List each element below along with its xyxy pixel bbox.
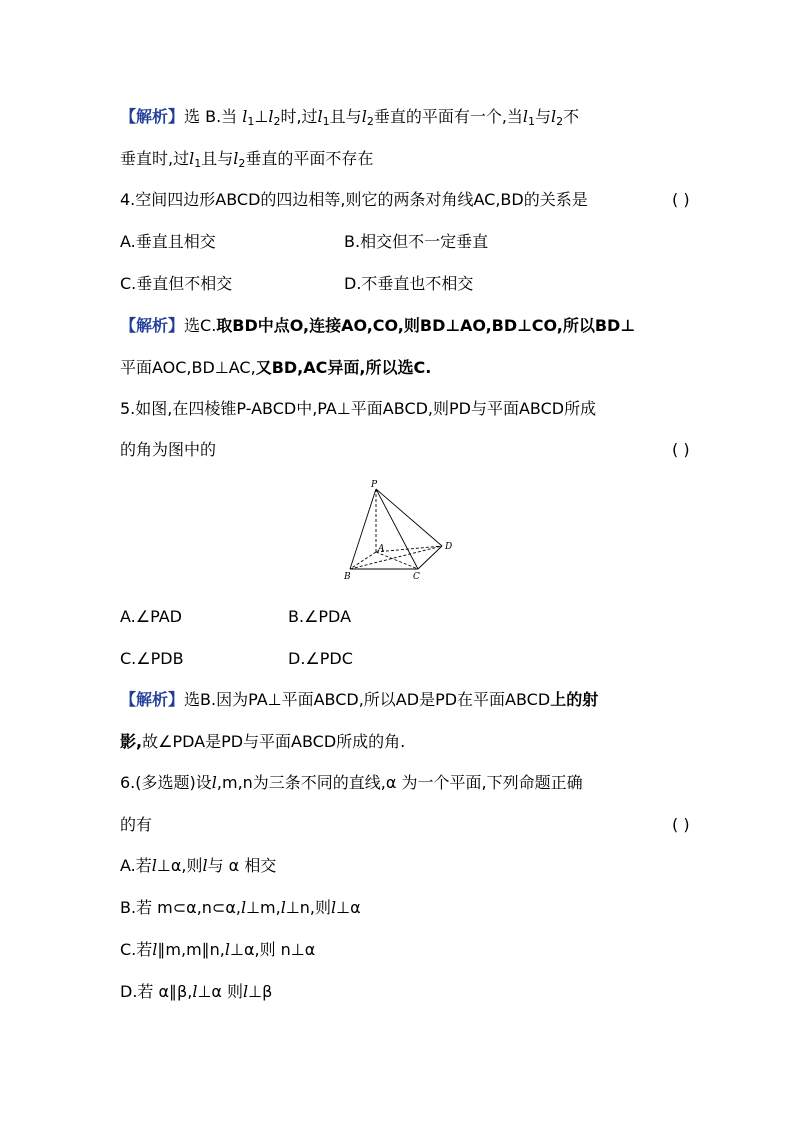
label-b: B [344,572,351,582]
pyramid-figure [340,477,470,587]
answer-blank-q6: ( ) [672,815,690,834]
solution-q3-line2: 垂直时,过$l_1$且与$l_2$垂直的平面不存在 [120,149,374,170]
question-6-stem-line1: 6.(多选题)设l,m,n为三条不同的直线,α 为一个平面,下列命题正确 [120,773,583,792]
q4-option-b: B.相交但不一定垂直 [344,232,489,251]
q5-option-d: D.∠PDC [288,649,353,668]
q6-option-c: C.若l∥m,m∥n,l⊥α,则 n⊥α [120,940,316,959]
answer-blank-q4: ( ) [672,190,690,209]
edge-pd [376,489,442,546]
solution-q4-line1: 【解析】选C.取BD中点O,连接AO,CO,则BD⊥AO,BD⊥CO,所以BD⊥ [120,316,635,335]
q5-option-a: A.∠PAD [120,607,182,626]
question-6-stem-line2: 的有 [120,815,153,834]
edge-pb [350,489,376,569]
question-5-stem-line1: 5.如图,在四棱锥P-ABCD中,PA⊥平面ABCD,则PD与平面ABCD所成 [120,399,597,418]
label-d: D [445,542,453,552]
q4-option-d: D.不垂直也不相交 [344,274,474,293]
q4-option-c: C.垂直但不相交 [120,274,233,293]
label-p: P [371,480,378,490]
edge-pc [376,489,418,569]
label-a: A [378,544,385,554]
diagonal-bd [350,546,442,569]
question-5-stem-line2: 的角为图中的 [120,440,217,459]
edge-ab [350,552,376,569]
solution-tag: 【解析】 [120,690,185,709]
diagonal-ac [376,552,418,569]
q6-option-b: B.若 m⊂α,n⊂α,l⊥m,l⊥n,则l⊥α [120,898,361,917]
q5-option-c: C.∠PDB [120,649,184,668]
q6-option-a: A.若l⊥α,则l与 α 相交 [120,856,277,875]
solution-q3-line1: 【解析】选 B.当 $l_1\perp l_2$时,过$l_1$且与$l_2$垂直的平面有一个,当$l_1$与$l_2$不 [120,107,580,128]
solution-tag: 【解析】 [120,107,185,126]
solution-q5-line2: 影,故∠PDA是PD与平面ABCD所成的角. [120,732,406,751]
answer-blank-q5: ( ) [672,440,690,459]
q6-option-d: D.若 α∥β,l⊥α 则l⊥β [120,982,273,1001]
solution-q4-line2: 平面AOC,BD⊥AC,又BD,AC异面,所以选C. [120,358,432,377]
label-c: C [413,572,420,582]
question-4-stem: 4.空间四边形ABCD的四边相等,则它的两条对角线AC,BD的关系是 [120,190,588,209]
solution-tag: 【解析】 [120,316,185,335]
solution-q5-line1: 【解析】选B.因为PA⊥平面ABCD,所以AD是PD在平面ABCD上的射 [120,690,599,709]
q5-option-b: B.∠PDA [288,607,352,626]
q4-option-a: A.垂直且相交 [120,232,216,251]
